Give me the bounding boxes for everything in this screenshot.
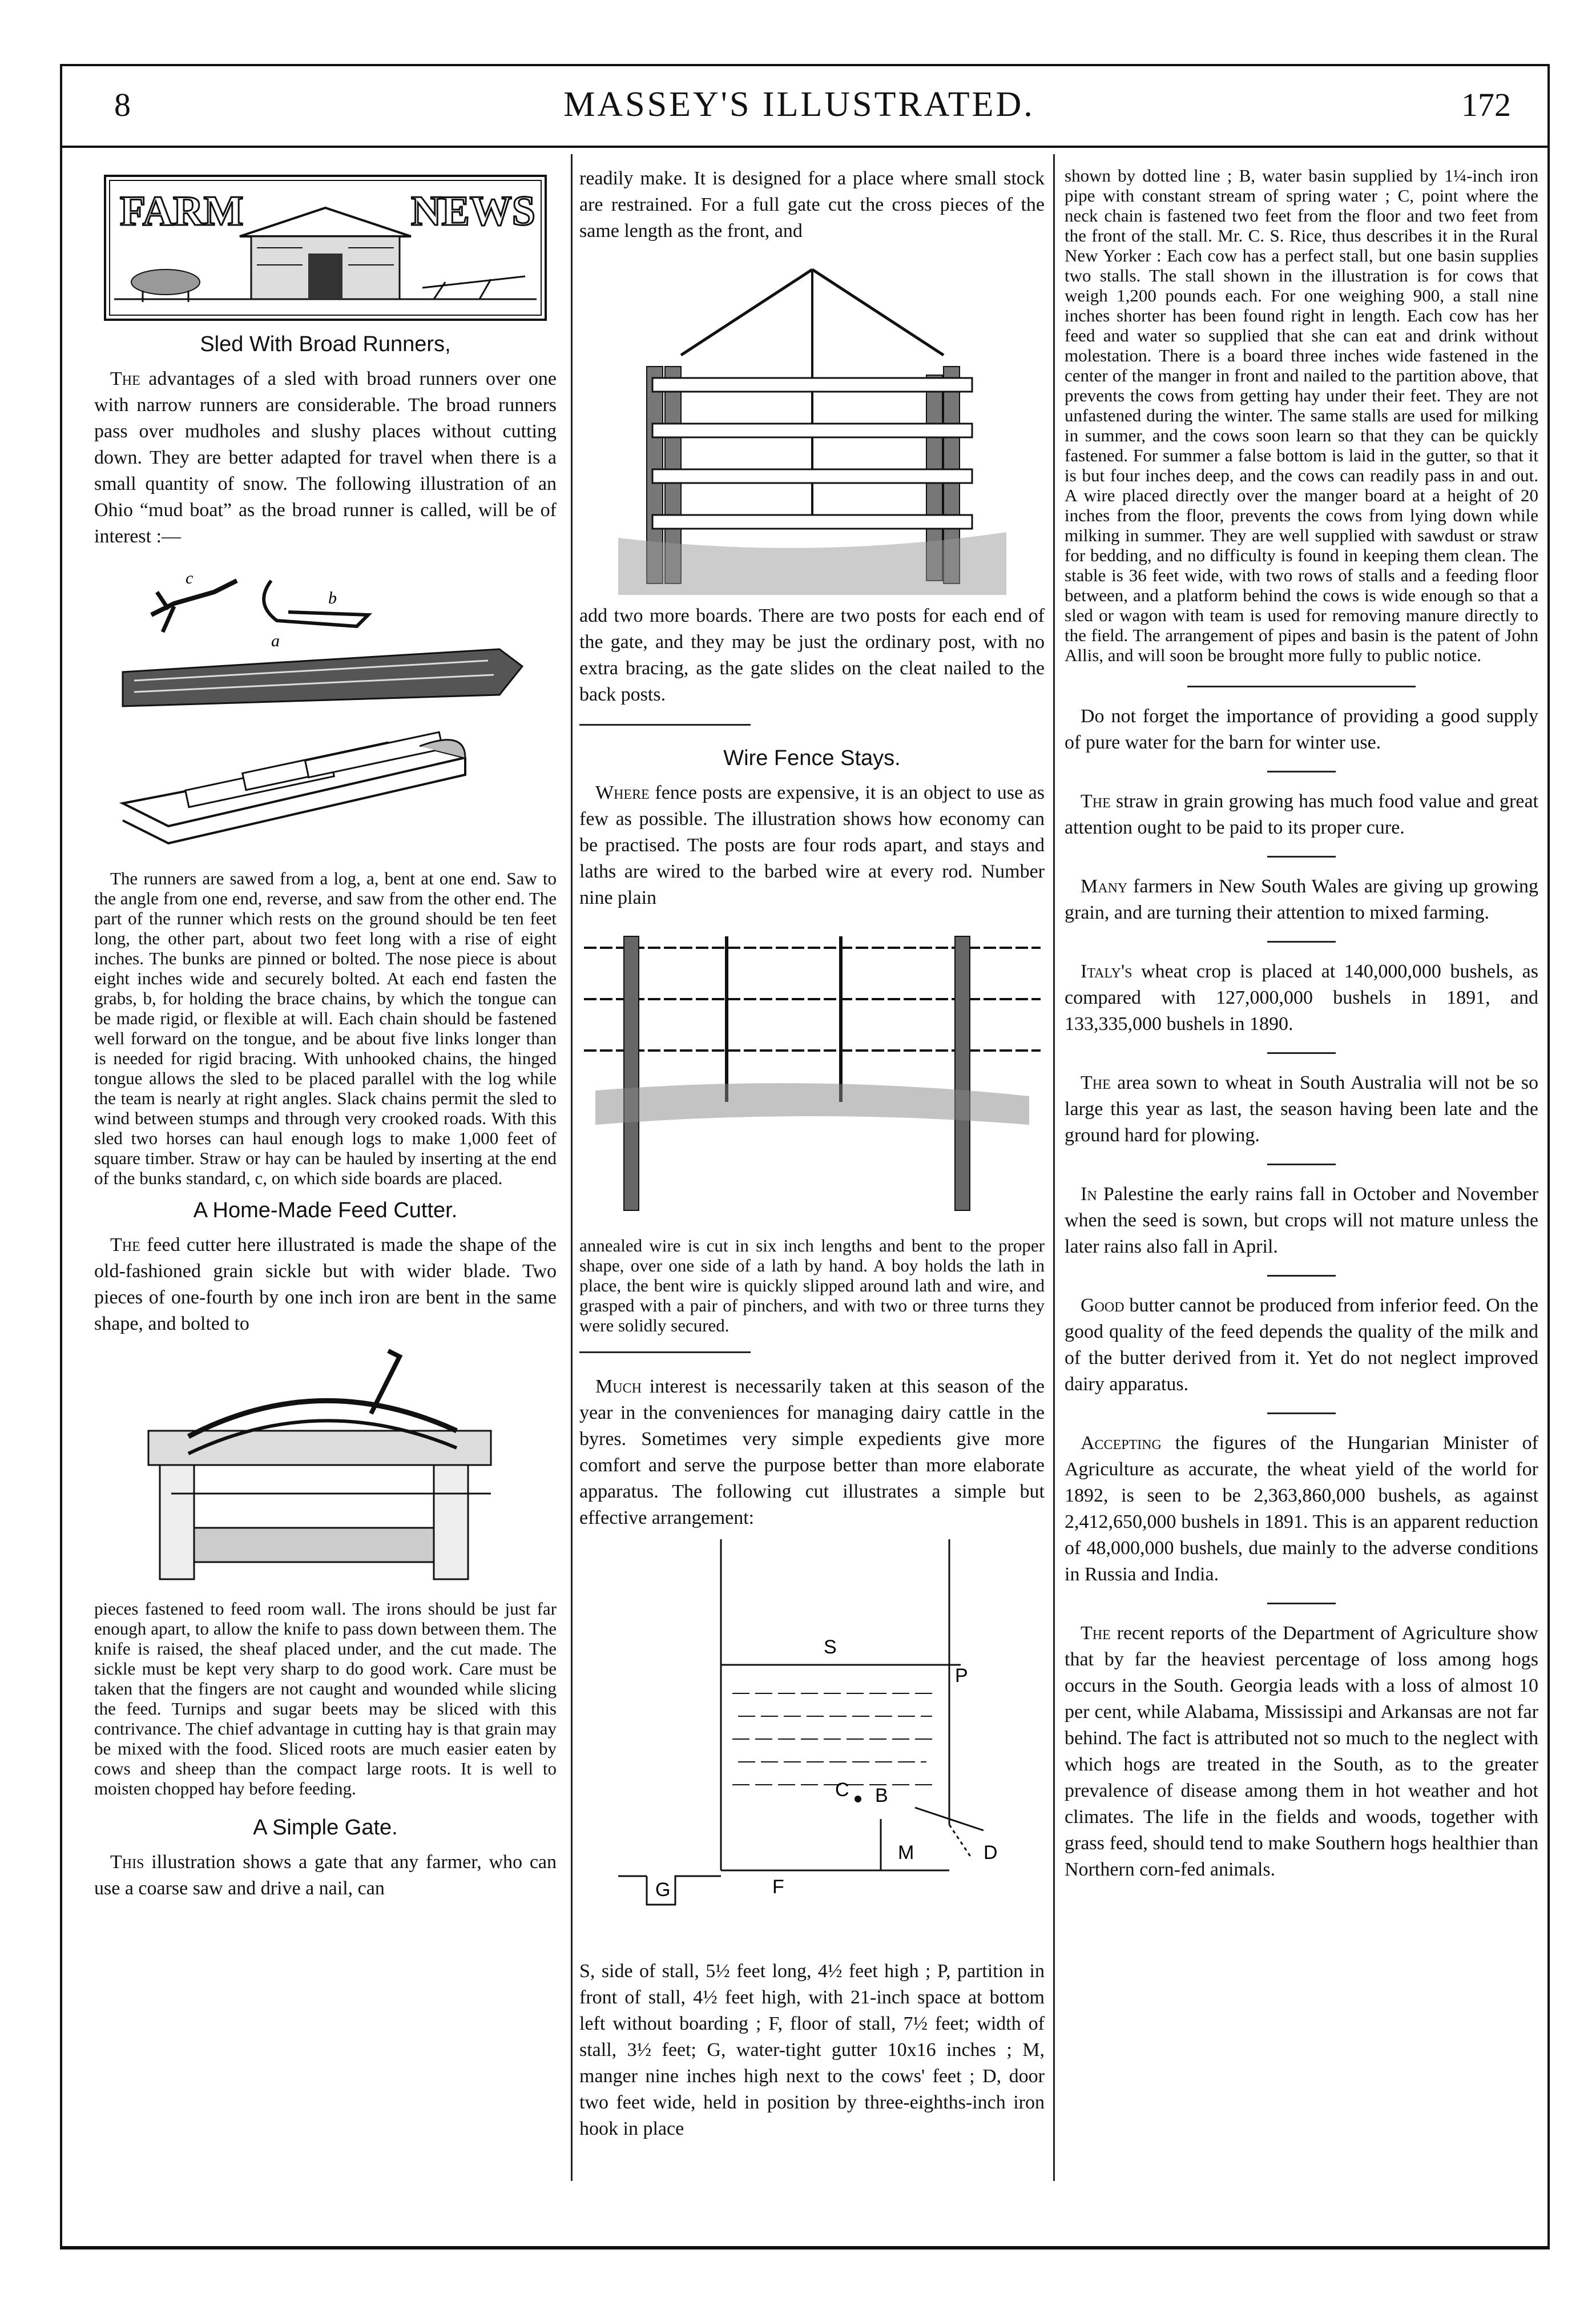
column-1: [94, 166, 557, 1902]
note-lead: Italy's: [1081, 961, 1132, 982]
note-text: recent reports of the Department of Agriculture show that by far the heaviest percentage of loss among hogs occurs in the South. Georgia leads with a loss of almost 10 per cent, while Alabama, Mississipi and Arkansas are not far behind. The fact is attributed not so much to the neglect with which hogs are treated in the South, as to the greater prevalence of disease among them in hot weather and hot climates. The life in the fields and woods, together with grass feed, should tend to make Southern hogs healthier than Northern corn-fed animals.: [1065, 1623, 1538, 1880]
dairy-lead: Much: [595, 1376, 642, 1397]
news-note: [1065, 1430, 1538, 1588]
page-number-right: 172: [1461, 86, 1511, 123]
note-separator: [1267, 1603, 1336, 1604]
fence-paragraph-2: annealed wire is cut in six inch lengths and bent to the proper shape, over one side of a lath by hand. A boy holds the lath in place, the bent wire is quickly slipped around lath and wire, and grasped with a pair of pinchers, and with two or three turns they were solidly secured.: [579, 1236, 1045, 1335]
note-lead: Good: [1081, 1295, 1125, 1316]
section-rule: [1187, 686, 1416, 687]
note-lead: In: [1081, 1184, 1097, 1205]
gate-lead: This: [110, 1852, 144, 1873]
gate-heading: A Simple Gate.: [253, 1816, 398, 1840]
label-p: P: [954, 1665, 968, 1687]
column-rule-1: [571, 154, 573, 2181]
dairy-paragraph-1: [579, 1374, 1045, 1531]
frame-right-rule: [1547, 64, 1550, 2248]
dairy-stall-diagram: [584, 1539, 1041, 1950]
note-separator: [1267, 941, 1336, 943]
news-note: [1065, 1181, 1538, 1260]
sled-text-1: advantages of a sled with broad runners over one with narrow runners are considerable. The broad runners pass over mudholes and slushy places without cutting down. They are better adapted for travel when there is a small quantity of snow. The following illustration of an Ohio “mud boat” as the broad runner is called, will be of interest :—: [94, 368, 557, 547]
note-lead: The: [1081, 1072, 1111, 1093]
cutter-paragraph-2: pieces fastened to feed room wall. The irons should be just far enough apart, to allow the knife to pass down between them. The knife is raised, the sheaf placed under, and the cut made. The sickle must be kept very sharp to do good work. Care must be taken that the fingers are not caught and wounded while slicing the feed. Turnips and sugar beets may be sliced with this contrivance. The chief advantage in cutting hay is that grain may be mixed with the food. Sliced roots are much easier eaten by cows and sheep than the compact large roots. It is well to moisten chopped hay before feeding.: [94, 1599, 557, 1798]
news-note: [1065, 874, 1538, 926]
note-lead: The: [1081, 791, 1111, 812]
note-text: farmers in New South Wales are giving up growing grain, and are turning their attention to mixed farming.: [1065, 876, 1538, 923]
note-separator: [1267, 1052, 1336, 1054]
fence-heading: Wire Fence Stays.: [723, 746, 901, 770]
cutter-heading: A Home-Made Feed Cutter.: [193, 1198, 458, 1222]
gate-paragraph-3: add two more boards. There are two posts for each end of the gate, and they may be just the ordinary post, with no extra bracing, as the gate slides on the cleat nailed to the back posts.: [579, 605, 1045, 705]
label-b: b: [328, 589, 337, 607]
gate-text-1: illustration shows a gate that any farmer, who can use a coarse saw and drive a nail, can: [94, 1852, 557, 1899]
news-note: [1065, 788, 1538, 841]
label-c: c: [186, 569, 194, 587]
frame-bottom-rule: [60, 2246, 1550, 2249]
label-c-stall: C: [835, 1779, 849, 1801]
note-text: Do not forget the importance of providing a good supply of pure water for the barn for winter use.: [1065, 706, 1538, 753]
frame-left-rule: [60, 64, 62, 2248]
note-separator: [1267, 1275, 1336, 1277]
cutter-text-1: feed cutter here illustrated is made the shape of the old-fashioned grain sickle but with wider blade. Two pieces of one-fourth by one inch iron are bent in the same shape, and bolted to: [94, 1234, 557, 1334]
banner-left-text: FARM: [120, 188, 244, 235]
header-rule: [60, 146, 1550, 148]
note-separator: [1267, 1164, 1336, 1165]
sled-heading: Sled With Broad Runners,: [200, 332, 451, 356]
simple-gate-illustration: [595, 252, 1029, 595]
column-2: [579, 166, 1045, 2142]
dairy-paragraph-3: shown by dotted line ; B, water basin supplied by 1¼-inch iron pipe with constant stream of spring water ; C, point where the neck chain is fastened two feet from the floor and two feet from the front of the stall. Mr. C. S. Rice, thus describes it in the Rural New Yorker : Each cow has a perfect stall, but one basin supplies two stalls. The stall shown in the illustration is for cows that weigh 1,200 pounds each. For one weighing 900, a stall nine inches shorter has been found right in length. Each cow has her feed and water so supplied that she can eat and drink without molestation. There is a board three inches wide fastened in the center of the manger in front and nailed to the partition above, that prevents the cows from getting hay under their feet. They are not unfastened during the winter. The same stalls are used for milking in summer, and the cows soon learn so that they can be quickly fastened. For summer a false bottom is laid in the gutter, so that it is but four inches deep, and the cows can readily pass in and out. A wire placed directly over the manger board at a height of 20 inches from the floor, prevents the cows from lying down while milking in summer. They are well supplied with sawdust or straw for bedding, and no difficulty is found in keeping them clean. The stable is 36 feet wide, with two rows of stalls and a feeding floor between, and a platform behind the cows is wide enough so that a sled or wagon with team is used for removing manure directly to the field. The arrangement of pipes and basin is the patent of John Allis, and will soon be brought more fully to public notice.: [1065, 166, 1538, 665]
note-text: the figures of the Hungarian Minister of Agriculture as accurate, the wheat yield of the world for 1892, is seen to be 2,363,860,000 bushels, as against 2,412,650,000 bushels in 1891. This is an apparent reduction of 48,000,000 bushels, due mainly to the adverse conditions in Russia and India.: [1065, 1432, 1538, 1585]
banner-right-text: NEWS: [411, 188, 535, 235]
column-rule-2: [1053, 154, 1055, 2181]
note-text: butter cannot be produced from inferior feed. On the good quality of the feed depends the quality of the milk and of the butter derived from it. Yet do not neglect improved dairy apparatus.: [1065, 1295, 1539, 1395]
fence-text-1: fence posts are expensive, it is an object to use as few as possible. The illustration shows how economy can be practised. The posts are four rods apart, and stays and laths are wired to the barbed wire at every rod. Number nine plain: [579, 782, 1045, 908]
section-rule: [579, 1351, 751, 1353]
news-note: [1065, 703, 1538, 756]
note-separator: [1267, 1412, 1336, 1414]
label-f: F: [772, 1876, 784, 1898]
note-separator: [1267, 856, 1336, 858]
column-3: [1065, 166, 1538, 1883]
news-note: [1065, 1620, 1538, 1883]
cutter-paragraph-1: [94, 1232, 557, 1337]
label-a: a: [271, 631, 280, 650]
note-lead: Many: [1081, 876, 1128, 897]
news-note: [1065, 1293, 1538, 1398]
feed-cutter-illustration: [103, 1345, 548, 1591]
label-s: S: [823, 1636, 837, 1658]
label-d: D: [983, 1842, 998, 1864]
section-rule: [579, 724, 751, 726]
label-m: M: [897, 1842, 914, 1864]
page-number-left: 8: [114, 86, 131, 123]
label-g: G: [655, 1879, 670, 1901]
note-text: area sown to wheat in South Australia will not be so large this year as last, the season having been late and the ground hard for plowing.: [1065, 1072, 1539, 1146]
fence-paragraph-1: [579, 780, 1045, 911]
label-b-stall: B: [874, 1785, 888, 1806]
news-note: [1065, 1070, 1538, 1149]
note-text: wheat crop is placed at 140,000,000 bushels, as compared with 127,000,000 bushels in 1891, and 133,335,000 bushels in 1890.: [1065, 961, 1539, 1035]
dairy-text-1: interest is necessarily taken at this season of the year in the conveniences for managing dairy cattle in the byres. Sometimes very simple expedients give more comfort and serve the purpose better than more elaborate apparatus. The following cut illustrates a simple but effective arrangement:: [579, 1376, 1045, 1528]
fence-lead: Where: [595, 782, 650, 803]
news-notes-list: [1065, 703, 1538, 1883]
cutter-lead: The: [110, 1234, 140, 1255]
dairy-paragraph-2: S, side of stall, 5½ feet long, 4½ feet high ; P, partition in front of stall, 4½ feet high, with 21-inch space at bottom left without boarding ; F, floor of stall, 7½ feet; width of stall, 3½ feet; G, water-tight gutter 10x16 inches ; M, manger nine inches high next to the cows' feet ; D, door two feet wide, held in position by three-eighths-inch iron hook in place: [579, 1961, 1045, 2139]
sled-illustration: [100, 558, 551, 860]
frame-top-rule: [60, 64, 1550, 66]
masthead-title: MASSEY'S ILLUSTRATED.: [563, 85, 1035, 124]
note-separator: [1267, 771, 1336, 772]
wire-fence-illustration: [584, 919, 1041, 1228]
farm-news-banner-illustration: [103, 174, 548, 322]
gate-paragraph-1: [94, 1849, 557, 1902]
note-text: Palestine the early rains fall in October and November when the seed is sown, but crops will not mature unless the later rains also fall in April.: [1065, 1184, 1539, 1257]
note-lead: The: [1081, 1623, 1111, 1644]
sled-paragraph-1: [94, 366, 557, 550]
note-text: straw in grain growing has much food value and great attention ought to be paid to its proper cure.: [1065, 791, 1539, 838]
note-lead: Accepting: [1081, 1432, 1162, 1454]
sled-lead: The: [110, 368, 140, 389]
gate-paragraph-2: readily make. It is designed for a place where small stock are restrained. For a full gate cut the cross pieces of the same length as the front, and: [579, 168, 1045, 242]
sled-paragraph-2: The runners are sawed from a log, a, bent at one end. Saw to the angle from one end, reverse, and saw from the other end. The part of the runner which rests on the ground should be ten feet long, the other part, about two feet long with a rise of eight inches. The bunks are pinned or bolted. The nose piece is about eight inches wide and securely bolted. At each end fasten the grabs, b, for holding the brace chains, by which the tongue can be made rigid, or flexible at will. Each chain should be fastened well forward on the tongue, and be about five links longer than is needed for rigid bracing. With unhooked chains, the hinged tongue allows the sled to be placed parallel with the log while the team is nearly at right angles. Slack chains permit the sled to wind between stumps and through very crooked roads. With this sled two horses can haul enough logs to make 1,000 feet of square timber. Straw or hay can be hauled by inserting at the end of the bunks standard, c, on which side boards are placed.: [94, 868, 557, 1188]
news-note: [1065, 959, 1538, 1037]
